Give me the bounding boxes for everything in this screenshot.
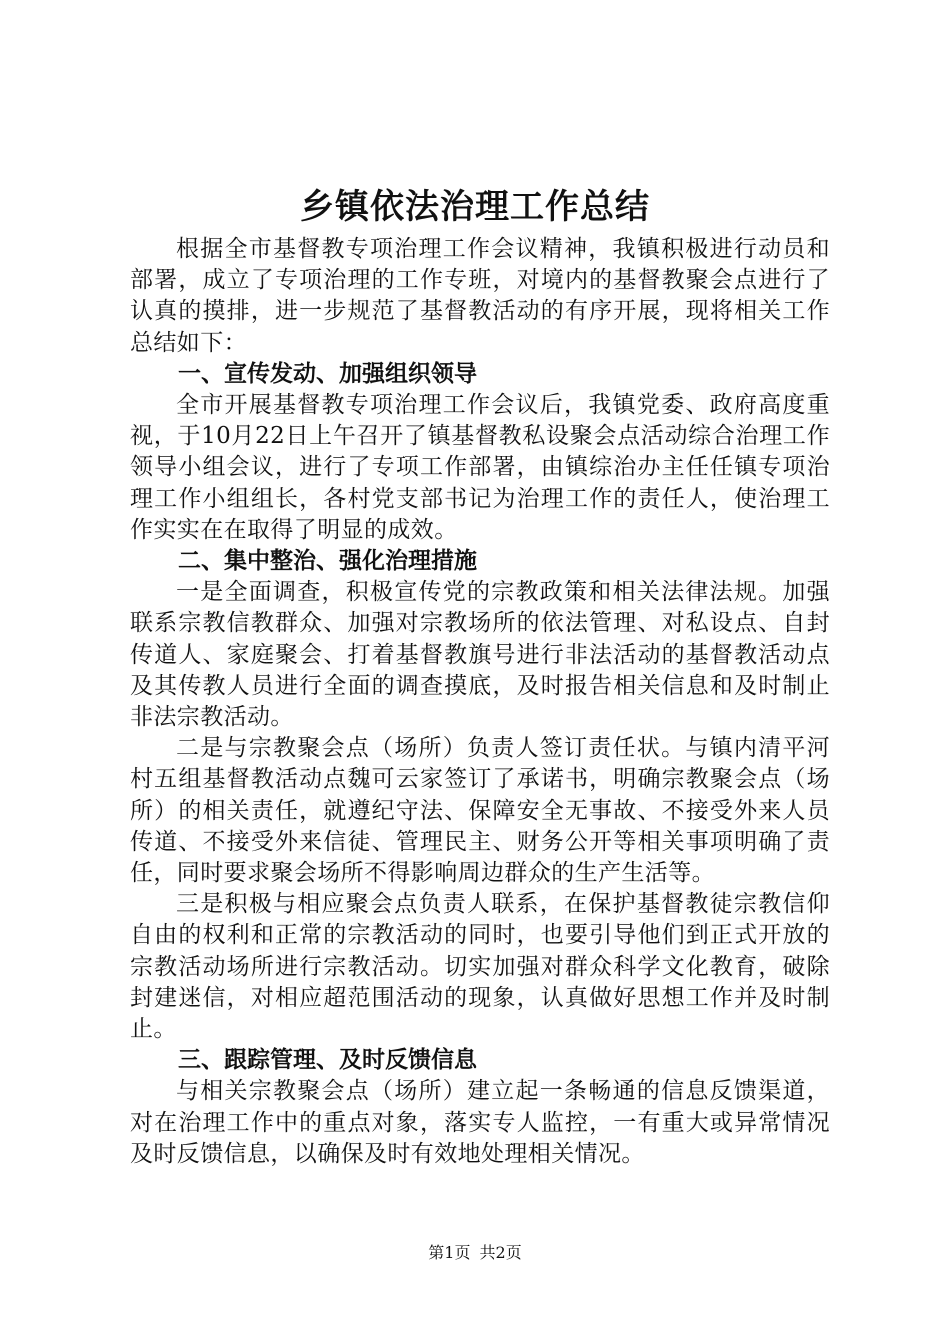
intro-paragraph: 根据全市基督教专项治理工作会议精神，我镇积极进行动员和部署，成立了专项治理的工作专班，对境内的基督教聚会点进行了认真的摸排，进一步规范了基督教活动的有序开展，现将相关工作总结如下： — [130, 236, 830, 356]
page-footer: 第1页 共2页 — [428, 1243, 522, 1262]
section-2-paragraph-3: 三是积极与相应聚会点负责人联系，在保护基督教徒宗教信仰自由的权利和正常的宗教活动的同时，也要引导他们到正式开放的宗教活动场所进行宗教活动。切实加强对群众科学文化教育，破除封建迷信，对相应超范围活动的现象，认真做好思想工作并及时制止。 — [130, 891, 830, 1043]
section-2-paragraph-2: 二是与宗教聚会点（场所）负责人签订责任状。与镇内清平河村五组基督教活动点魏可云家签订了承诺书，明确宗教聚会点（场所）的相关责任，就遵纪守法、保障安全无事故、不接受外来人员传道、不接受外来信徒、管理民主、财务公开等相关事项明确了责任，同时要求聚会场所不得影响周边群众的生产生活等。 — [130, 735, 830, 887]
section-1-paragraph-1: 全市开展基督教专项治理工作会议后，我镇党委、政府高度重视，于10月22日上午召开了镇基督教私设聚会点活动综合治理工作领导小组会议，进行了专项工作部署，由镇综治办主任任镇专项治理工作小组组长，各村党支部书记为治理工作的责任人，使治理工作实实在在取得了明显的成效。 — [130, 392, 830, 543]
section-heading-1: 一、宣传发动、加强组织领导 — [178, 360, 477, 387]
section-3-paragraph-1: 与相关宗教聚会点（场所）建立起一条畅通的信息反馈渠道，对在治理工作中的重点对象，落实专人监控，一有重大或异常情况及时反馈信息，以确保及时有效地处理相关情况。 — [130, 1078, 830, 1167]
section-heading-2: 二、集中整治、强化治理措施 — [178, 548, 477, 575]
document-title: 乡镇依法治理工作总结 — [300, 187, 650, 227]
section-heading-3: 三、跟踪管理、及时反馈信息 — [178, 1047, 477, 1074]
section-2-paragraph-1: 一是全面调查，积极宣传党的宗教政策和相关法律法规。加强联系宗教信教群众、加强对宗教场所的依法管理、对私设点、自封传道人、家庭聚会、打着基督教旗号进行非法活动的基督教活动点及其传教人员进行全面的调查摸底，及时报告相关信息和及时制止非法宗教活动。 — [130, 579, 830, 731]
document-body — [130, 234, 830, 1170]
